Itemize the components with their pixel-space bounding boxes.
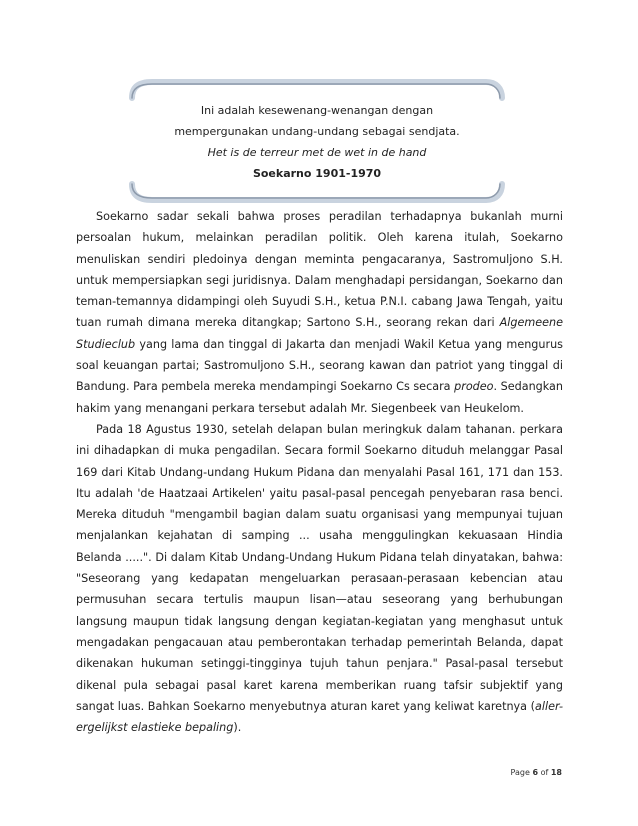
quote-line-1: Ini adalah kesewenang-wenangan dengan [200,104,434,117]
current-page: 6 [532,768,539,777]
quote-line-dutch: Het is de terreur met de wet in de hand [207,146,427,159]
term-algemeene-studieclub: Algemeene Studieclub [76,316,563,351]
of-label: of [540,768,549,777]
quote-box [130,100,504,184]
quote-author: Soekarno 1901-1970 [252,167,382,180]
term-prodeo: prodeo [454,380,494,394]
paragraph-1: Soekarno sadar sekali bahwa proses peradilan terhadapnya bukanlah murni persoalan hukum, melainkan peradilan politik. Oleh karena itulah, Soekarno menuliskan sendiri pledoinya dengan meminta pengacaranya, Sastromuljono S.H. untuk mempersiapkan segi juridisnya. Dalam menghadapi persidangan, Soekarno dan teman-temannya didampingi oleh Suyudi S.H., ketua P.N.I. cabang Jawa Tengah, yaitu tuan rumah dimana mereka ditangkap; Sartono S.H., seorang rekan dari Algemeene Studieclub yang lama dan tinggal di Jakarta dan menjadi Wakil Ketua yang mengurus soal keuangan partai; Sastromuljono S.H., seorang kawan dan patriot yang tinggal di Bandung. Para pembela mereka mendampingi Soekarno Cs secara prodeo. Sedangkan hakim yang menangani perkara tersebut adalah Mr. Siegenbeek van Heukelom. [76,210,563,415]
total-pages: 18 [550,768,562,777]
page-label: Page [510,768,530,777]
body-text [76,206,563,738]
term-elastieke-bepaling: aller-ergelijkst elastieke bepaling [76,699,563,735]
quote-line-2: mempergunakan undang-undang sebagai sendjata. [174,125,460,138]
paragraph-2: Pada 18 Agustus 1930, setelah delapan bulan meringkuk dalam tahanan. perkara ini dihadapkan di muka pengadilan. Secara formil Soekarno dituduh melanggar Pasal 169 dari Kitab Undang-undang Hukum Pidana dan menyalahi Pasal 161, 171 dan 153. Itu adalah 'de Haatzaai Artikelen' yaitu pasal-pasal pencegah penyebaran rasa benci. Mereka dituduh "mengambil bagian dalam suatu organisasi yang mempunyai tujuan menjalankan kejahatan di samping ... usaha menggulingkan kekuasaan Hindia Belanda .....". Di dalam Kitab Undang-Undang Hukum Pidana telah dinyatakan, bahwa: "Seseorang yang kedapatan mengeluarkan perasaan-perasaan kebencian atau permusuhan secara tertulis maupun lisan—atau seseorang yang berhubungan langsung maupun tidak langsung dengan kegiatan-kegiatan yang menghasut untuk mengadakan pengacauan atau pemberontakan terhadap pemerintah Belanda, dapat dikenakan hukuman setinggi-tingginya tujuh tahun penjara." Pasal-pasal tersebut dikenal pula sebagai pasal karet karena memberikan ruang tafsir subjektif yang sangat luas. Bahkan Soekarno menyebutnya aturan karet yang keliwat karetnya (aller-ergelijkst elastieke bepaling). [76,422,563,735]
page-footer [511,768,562,777]
